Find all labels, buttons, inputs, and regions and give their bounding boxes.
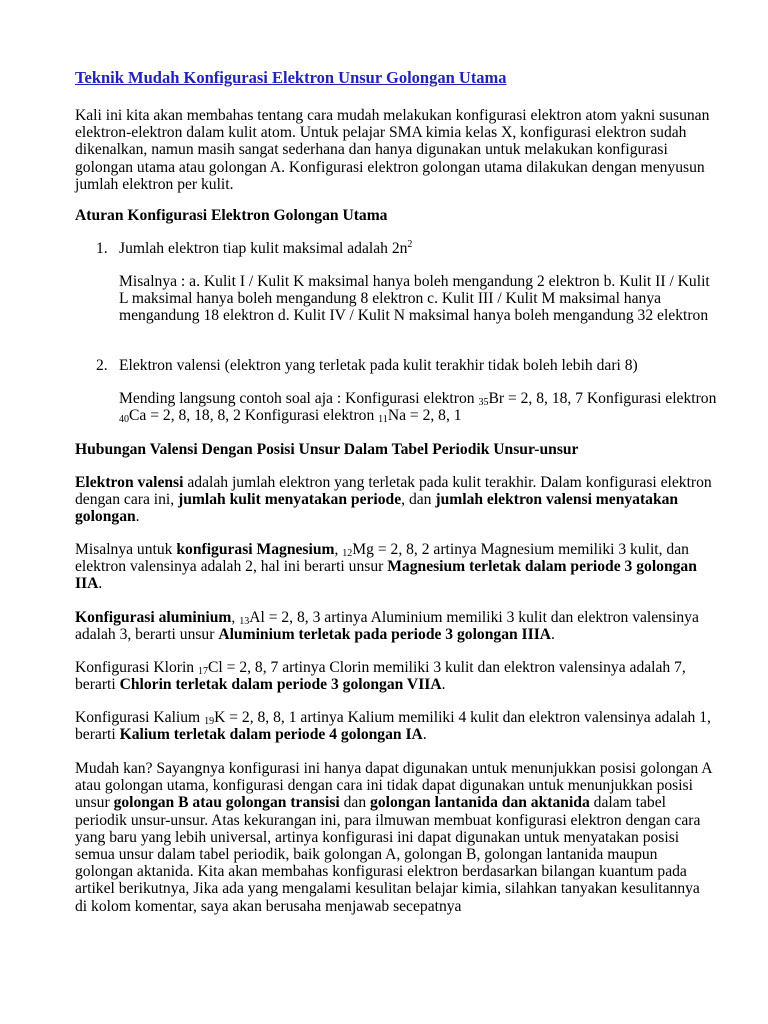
ex-text-c: Ca = 2, 8, 18, 8, 2 Konfigurasi elektron [129, 407, 379, 425]
ex-text-a: Mending langsung contoh soal aja : Konfigurasi elektron [119, 390, 479, 407]
al-subscript: 13 [239, 616, 250, 627]
vp-bold-3: jumlah elektron valensi menyatakan golongan [75, 491, 679, 526]
al-text-3: . [551, 626, 555, 644]
ca-subscript: 40 [119, 414, 129, 426]
rule-1-label: Jumlah elektron tiap kulit maksimal adalah 2n [119, 240, 408, 257]
closing-text-3: dalam tabel periodik unsur-unsur. Atas kekurangan ini, para ilmuwan membuat konfigurasi elektron dengan cara yang baru yang lebih universal, artinya konfigurasi ini dapat digunakan untuk menyatakan posisi semua unsur dalam tabel periodik, baik golongan A, golongan B, golongan lantanida maupun golongan aktanida. Kita akan membahas konfigurasi elektron berdasarkan bilangan kuantum pada artikel berikutnya, Jika ada yang mengalami kesulitan belajar kimia, silahkan tanyakan kesulitannya di kolom komentar, saya akan berusaha menjawab secepatnya [75, 794, 701, 915]
ex-text-d: Na = 2, 8, 1 [387, 407, 462, 425]
valence-paragraph [75, 474, 715, 526]
rule-1-example: Misalnya : a. Kulit I / Kulit K maksimal hanya boleh mengandung 2 elektron b. Kulit II / Kulit L maksimal hanya boleh mengandung 8 elektron c. Kulit III / Kulit M maksimal hanya mengandung 18 elektron d. Kulit IV / Kulit N maksimal hanya boleh mengandung 32 elektron [119, 273, 710, 325]
magnesium-paragraph [75, 541, 715, 593]
br-subscript: 35 [478, 397, 489, 408]
rule-1-text [119, 240, 719, 257]
rules-heading: Aturan Konfigurasi Elektron Golongan Utama [75, 207, 388, 224]
cl-text-2: Cl = 2, 8, 7 artinya Clorin memiliki 3 kulit dan elektron valensinya adalah 7, berarti [75, 659, 686, 694]
mg-text-1: Misalnya untuk [75, 541, 177, 558]
vp-bold-2: jumlah kulit menyatakan periode [178, 491, 402, 509]
valence-heading: Hubungan Valensi Dengan Posisi Unsur Dalam Tabel Periodik Unsur-unsur [75, 441, 579, 458]
vp-text-3: . [135, 508, 140, 526]
article-title-link[interactable]: Teknik Mudah Konfigurasi Elektron Unsur Golongan Utama [75, 68, 507, 87]
cl-bold-1: Chlorin terletak dalam periode 3 golongan VIIA [119, 676, 442, 694]
ex-text-b: Br = 2, 8, 18, 7 Konfigurasi elektron [488, 390, 717, 407]
al-bold-1: Konfigurasi aluminium [75, 609, 232, 626]
k-text-1: Konfigurasi Kalium [75, 709, 205, 726]
aluminium-paragraph [75, 609, 715, 643]
closing-bold-2: golongan lantanida dan aktanida [370, 794, 590, 812]
list-number-1: 1. [96, 240, 108, 257]
k-bold-1: Kalium terletak dalam periode 4 golongan IA [119, 726, 423, 744]
al-bold-2: Aluminium terletak pada periode 3 golongan IIIA [218, 626, 552, 644]
al-text-2: Al = 2, 8, 3 artinya Aluminium memiliki 3 kulit dan elektron valensinya adalah 3, berarti unsur [75, 609, 699, 644]
rule-2-text: Elektron valensi (elektron yang terletak pada kulit terakhir tidak boleh lebih dari 8) [119, 357, 638, 374]
k-text-2: K = 2, 8, 8, 1 artinya Kalium memiliki 4 kulit dan elektron valensinya adalah 1, berarti [75, 709, 711, 744]
mg-text-4: . [98, 575, 103, 593]
intro-paragraph: Kali ini kita akan membahas tentang cara mudah melakukan konfigurasi elektron atom yakni susunan elektron-elektron dalam kulit atom. Untuk pelajar SMA kimia kelas X, konfigurasi elektron sudah dikenalkan, namun masih sangat sederhana dan hanya digunakan untuk melakukan konfigurasi golongan utama atau golongan A. Konfigurasi elektron golongan utama dilakukan dengan menyusun jumlah elektron per kulit. [75, 107, 710, 193]
list-number-2: 2. [96, 357, 108, 374]
closing-text-1: Mudah kan? Sayangnya konfigurasi ini hanya dapat digunakan untuk menunjukkan posisi golongan A atau golongan utama, konfigurasi dengan cara ini tidak dapat digunakan untuk menunjukkan posisi unsur [75, 760, 712, 812]
closing-paragraph [75, 760, 715, 915]
cl-text-3: . [441, 676, 446, 694]
na-subscript: 11 [378, 414, 388, 426]
mg-text-3: Mg = 2, 8, 2 artinya Magnesium memiliki 3 kulit, dan elektron valensinya adalah 2, hal ini berarti unsur [75, 541, 689, 576]
kalium-paragraph [75, 709, 715, 743]
cl-text-1: Konfigurasi Klorin [75, 659, 198, 676]
mg-bold-1: konfigurasi Magnesium [176, 541, 335, 558]
closing-text-2: dan [339, 794, 371, 812]
vp-text-2: , dan [401, 491, 436, 509]
rule-2-example [119, 390, 719, 424]
rule-1-superscript: 2 [407, 239, 413, 250]
vp-text-1: adalah jumlah elektron yang terletak pada kulit terakhir. Dalam konfigurasi elektron dengan cara ini, [75, 474, 712, 509]
al-text-1: , [231, 609, 240, 626]
closing-bold-1: golongan B atau golongan transisi [113, 794, 340, 812]
cl-subscript: 17 [198, 666, 208, 677]
vp-bold-1: Elektron valensi [75, 474, 184, 491]
k-text-3: . [422, 726, 427, 744]
mg-text-2: , [334, 541, 343, 558]
mg-subscript: 12 [342, 548, 353, 559]
k-subscript: 19 [204, 716, 215, 727]
klorin-paragraph [75, 659, 715, 693]
mg-bold-2: Magnesium terletak dalam periode 3 golongan IIA [75, 558, 697, 593]
